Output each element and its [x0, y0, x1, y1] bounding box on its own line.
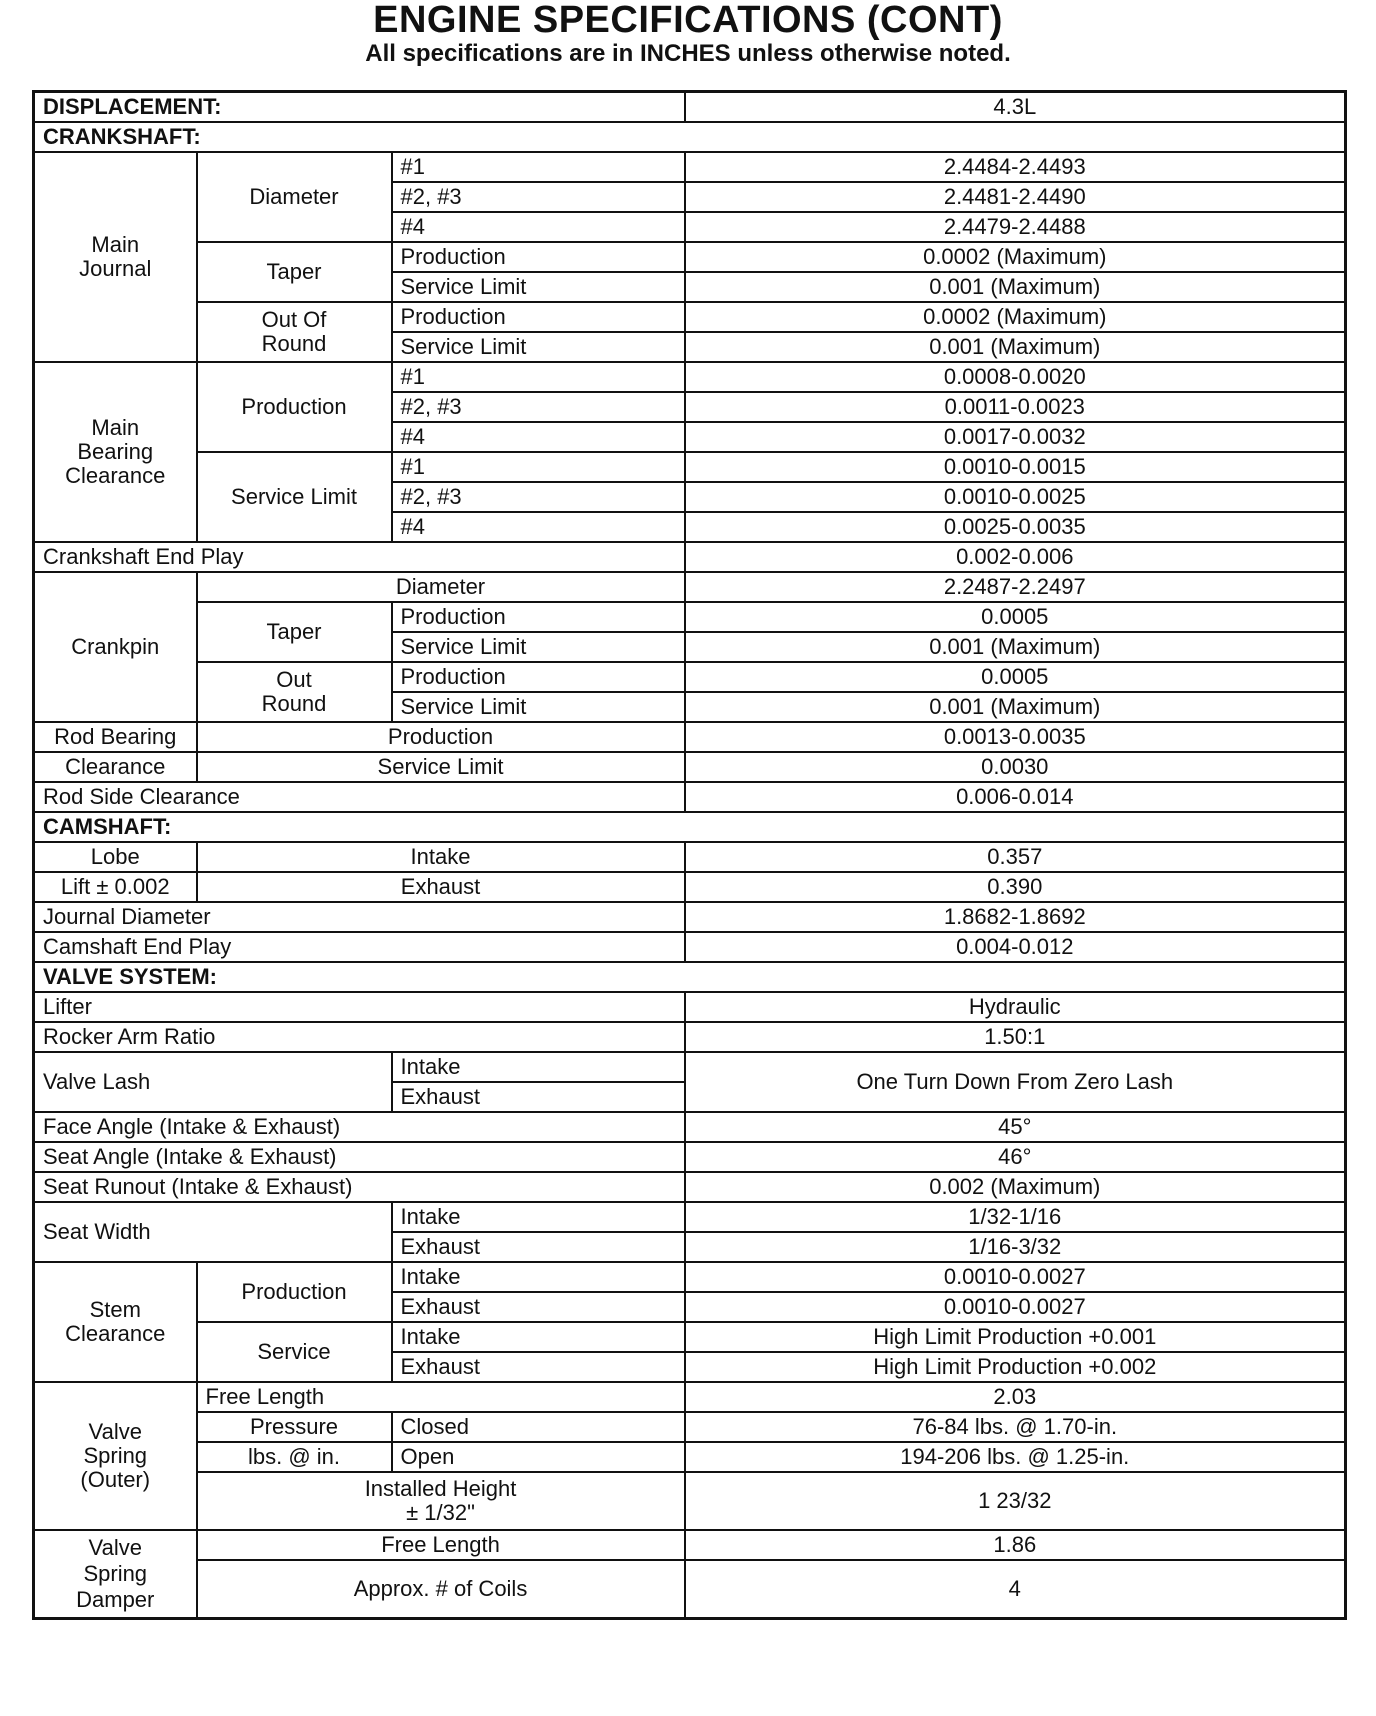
row-value: 0.0002 (Maximum)	[685, 302, 1346, 332]
table-row	[34, 1172, 1346, 1202]
stem-production-label: Production	[197, 1262, 392, 1322]
row-value: 0.390	[685, 872, 1346, 902]
row-sublabel: #4	[392, 512, 685, 542]
installed-height-value: 1 23/32	[685, 1472, 1346, 1530]
displacement-value: 4.3L	[685, 92, 1346, 123]
valve-lash-label: Valve Lash	[34, 1052, 392, 1112]
seat-angle-label: Seat Angle (Intake & Exhaust)	[34, 1142, 685, 1172]
table-row	[34, 1052, 1346, 1082]
crankshaft-end-play-label: Crankshaft End Play	[34, 542, 685, 572]
main-journal-out-of-round-label	[197, 302, 392, 362]
row-value: 0.006-0.014	[685, 782, 1346, 812]
table-row	[34, 872, 1346, 902]
rod-bearing-label-1: Rod Bearing	[34, 722, 197, 752]
journal-diameter-label: Journal Diameter	[34, 902, 685, 932]
row-value: 45°	[685, 1112, 1346, 1142]
row-value: 1/16-3/32	[685, 1232, 1346, 1262]
row-sublabel: #1	[392, 452, 685, 482]
face-angle-label: Face Angle (Intake & Exhaust)	[34, 1112, 685, 1142]
section-header-row	[34, 122, 1346, 152]
label-line: ± 1/32"	[406, 1500, 475, 1525]
row-value: High Limit Production +0.001	[685, 1322, 1346, 1352]
row-value: 2.4479-2.4488	[685, 212, 1346, 242]
lifter-label: Lifter	[34, 992, 685, 1022]
table-row	[34, 1382, 1346, 1412]
row-sublabel: Production	[392, 602, 685, 632]
row-value: 0.0002 (Maximum)	[685, 242, 1346, 272]
table-row	[34, 542, 1346, 572]
label-line: Clearance	[65, 1321, 166, 1346]
rocker-arm-ratio-label: Rocker Arm Ratio	[34, 1022, 685, 1052]
row-sublabel: #2, #3	[392, 182, 685, 212]
section-header-row	[34, 812, 1346, 842]
label-line: Clearance	[65, 463, 166, 488]
label-line: Bearing	[77, 439, 154, 464]
row-sublabel: Service Limit	[392, 332, 685, 362]
label-line: (Outer)	[80, 1467, 151, 1492]
main-bearing-label	[34, 362, 197, 542]
table-row	[34, 1022, 1346, 1052]
row-value: 0.357	[685, 842, 1346, 872]
row-value: 0.0010-0.0025	[685, 482, 1346, 512]
row-sublabel: Exhaust	[392, 1232, 685, 1262]
row-value: 0.002-0.006	[685, 542, 1346, 572]
table-row	[34, 572, 1346, 602]
main-journal-label	[34, 152, 197, 362]
table-row	[34, 1560, 1346, 1619]
row-sublabel: Closed	[392, 1412, 685, 1442]
main-journal-taper-label: Taper	[197, 242, 392, 302]
row-value: 1.86	[685, 1530, 1346, 1560]
valve-spring-damper-label	[34, 1530, 197, 1619]
table-row	[34, 1142, 1346, 1172]
row-value: 0.001 (Maximum)	[685, 692, 1346, 722]
crankpin-taper-label: Taper	[197, 602, 392, 662]
label-line: Main	[91, 415, 140, 440]
row-value: 0.0008-0.0020	[685, 362, 1346, 392]
row-value: 0.0010-0.0027	[685, 1262, 1346, 1292]
label-line: Stem	[89, 1297, 141, 1322]
valve-lash-value: One Turn Down From Zero Lash	[685, 1052, 1346, 1112]
table-row	[34, 452, 1346, 482]
label-line: Spring	[83, 1561, 148, 1586]
row-sublabel: #4	[392, 212, 685, 242]
lobe-lift-label-1: Lobe	[34, 842, 197, 872]
row-value: 4	[685, 1560, 1346, 1619]
row-value: Hydraulic	[685, 992, 1346, 1022]
table-row	[34, 1322, 1346, 1352]
page-title: ENGINE SPECIFICATIONS (CONT)	[373, 0, 1003, 41]
row-value: 0.0013-0.0035	[685, 722, 1346, 752]
table-row	[34, 1412, 1346, 1442]
table-row	[34, 152, 1346, 182]
row-value: 0.0010-0.0015	[685, 452, 1346, 482]
row-value: 194-206 lbs. @ 1.25-in.	[685, 1442, 1346, 1472]
row-value: 0.001 (Maximum)	[685, 332, 1346, 362]
damper-free-length-label: Free Length	[197, 1530, 685, 1560]
row-sublabel: Intake	[392, 1262, 685, 1292]
row-value: 1.50:1	[685, 1022, 1346, 1052]
coils-label: Approx. # of Coils	[197, 1560, 685, 1619]
label-line: Main	[91, 232, 140, 257]
row-sublabel: Service Limit	[392, 632, 685, 662]
table-row	[34, 92, 1346, 123]
row-sublabel: Intake	[392, 1322, 685, 1352]
row-value: 2.4481-2.4490	[685, 182, 1346, 212]
label-line: Journal	[79, 256, 152, 281]
table-row	[34, 602, 1346, 632]
table-row	[34, 902, 1346, 932]
section-header-camshaft: CAMSHAFT:	[34, 812, 1346, 842]
row-value: 2.4484-2.4493	[685, 152, 1346, 182]
row-sublabel: Production	[392, 242, 685, 272]
crankpin-label: Crankpin	[34, 572, 197, 722]
row-sublabel: Exhaust	[392, 1082, 685, 1112]
row-value: 0.0025-0.0035	[685, 512, 1346, 542]
pressure-label-2: lbs. @ in.	[197, 1442, 392, 1472]
row-sublabel: #1	[392, 362, 685, 392]
section-header-crankshaft: CRANKSHAFT:	[34, 122, 1346, 152]
pressure-label-1: Pressure	[197, 1412, 392, 1442]
row-sublabel: #1	[392, 152, 685, 182]
row-value: 0.0005	[685, 662, 1346, 692]
camshaft-end-play-label: Camshaft End Play	[34, 932, 685, 962]
table-row	[34, 782, 1346, 812]
stem-clearance-label	[34, 1262, 197, 1382]
row-sublabel: Exhaust	[392, 1352, 685, 1382]
row-value: 76-84 lbs. @ 1.70-in.	[685, 1412, 1346, 1442]
table-row	[34, 362, 1346, 392]
label-line: Installed Height	[364, 1476, 517, 1501]
row-value: 1.8682-1.8692	[685, 902, 1346, 932]
installed-height-label	[197, 1472, 685, 1530]
label-line: Out Of	[261, 307, 327, 332]
row-value: 2.2487-2.2497	[685, 572, 1346, 602]
lobe-lift-label-2: Lift ± 0.002	[34, 872, 197, 902]
label-line: Damper	[76, 1587, 155, 1612]
label-line: Round	[261, 691, 327, 716]
row-sublabel: Exhaust	[197, 872, 685, 902]
table-row	[34, 1112, 1346, 1142]
row-value: 0.001 (Maximum)	[685, 272, 1346, 302]
page-subtitle: All specifications are in INCHES unless otherwise noted.	[365, 40, 1011, 67]
stem-service-label: Service	[197, 1322, 392, 1382]
section-header-row	[34, 962, 1346, 992]
crankpin-out-round-label	[197, 662, 392, 722]
valve-spring-outer-label	[34, 1382, 197, 1530]
table-row	[34, 1530, 1346, 1560]
table-row	[34, 242, 1346, 272]
table-row	[34, 842, 1346, 872]
main-journal-diameter-label: Diameter	[197, 152, 392, 242]
table-row	[34, 1202, 1346, 1232]
seat-width-label: Seat Width	[34, 1202, 392, 1262]
table-row	[34, 932, 1346, 962]
crankpin-diameter-label: Diameter	[197, 572, 685, 602]
row-sublabel: Open	[392, 1442, 685, 1472]
row-sublabel: Intake	[392, 1052, 685, 1082]
rod-side-clearance-label: Rod Side Clearance	[34, 782, 685, 812]
row-sublabel: Production	[392, 662, 685, 692]
label-line: Round	[261, 331, 327, 356]
row-value: 1/32-1/16	[685, 1202, 1346, 1232]
row-value: High Limit Production +0.002	[685, 1352, 1346, 1382]
table-row	[34, 662, 1346, 692]
seat-runout-label: Seat Runout (Intake & Exhaust)	[34, 1172, 685, 1202]
row-value: 0.004-0.012	[685, 932, 1346, 962]
table-row	[34, 302, 1346, 332]
section-header-valve-system: VALVE SYSTEM:	[34, 962, 1346, 992]
row-value: 0.0005	[685, 602, 1346, 632]
displacement-label: DISPLACEMENT:	[34, 92, 685, 123]
table-row	[34, 992, 1346, 1022]
free-length-label: Free Length	[197, 1382, 685, 1412]
table-row	[34, 1442, 1346, 1472]
row-sublabel: Exhaust	[392, 1292, 685, 1322]
row-sublabel: Production	[197, 722, 685, 752]
row-value: 2.03	[685, 1382, 1346, 1412]
table-row	[34, 722, 1346, 752]
rod-bearing-label-2: Clearance	[34, 752, 197, 782]
row-sublabel: Service Limit	[197, 752, 685, 782]
main-bearing-production-label: Production	[197, 362, 392, 452]
row-sublabel: Production	[392, 302, 685, 332]
row-sublabel: #2, #3	[392, 392, 685, 422]
label-line: Spring	[83, 1443, 148, 1468]
label-line: Valve	[88, 1419, 142, 1444]
label-line: Valve	[88, 1535, 142, 1560]
row-value: 0.0011-0.0023	[685, 392, 1346, 422]
row-value: 0.001 (Maximum)	[685, 632, 1346, 662]
row-sublabel: #4	[392, 422, 685, 452]
engine-spec-table	[32, 90, 1347, 1620]
label-line: Out	[276, 667, 312, 692]
table-row	[34, 1262, 1346, 1292]
row-sublabel: Service Limit	[392, 272, 685, 302]
row-value: 0.0030	[685, 752, 1346, 782]
main-bearing-service-label: Service Limit	[197, 452, 392, 542]
row-value: 46°	[685, 1142, 1346, 1172]
row-sublabel: #2, #3	[392, 482, 685, 512]
table-row	[34, 752, 1346, 782]
row-value: 0.0010-0.0027	[685, 1292, 1346, 1322]
row-sublabel: Intake	[197, 842, 685, 872]
row-sublabel: Service Limit	[392, 692, 685, 722]
table-row	[34, 1472, 1346, 1530]
row-value: 0.0017-0.0032	[685, 422, 1346, 452]
row-value: 0.002 (Maximum)	[685, 1172, 1346, 1202]
row-sublabel: Intake	[392, 1202, 685, 1232]
